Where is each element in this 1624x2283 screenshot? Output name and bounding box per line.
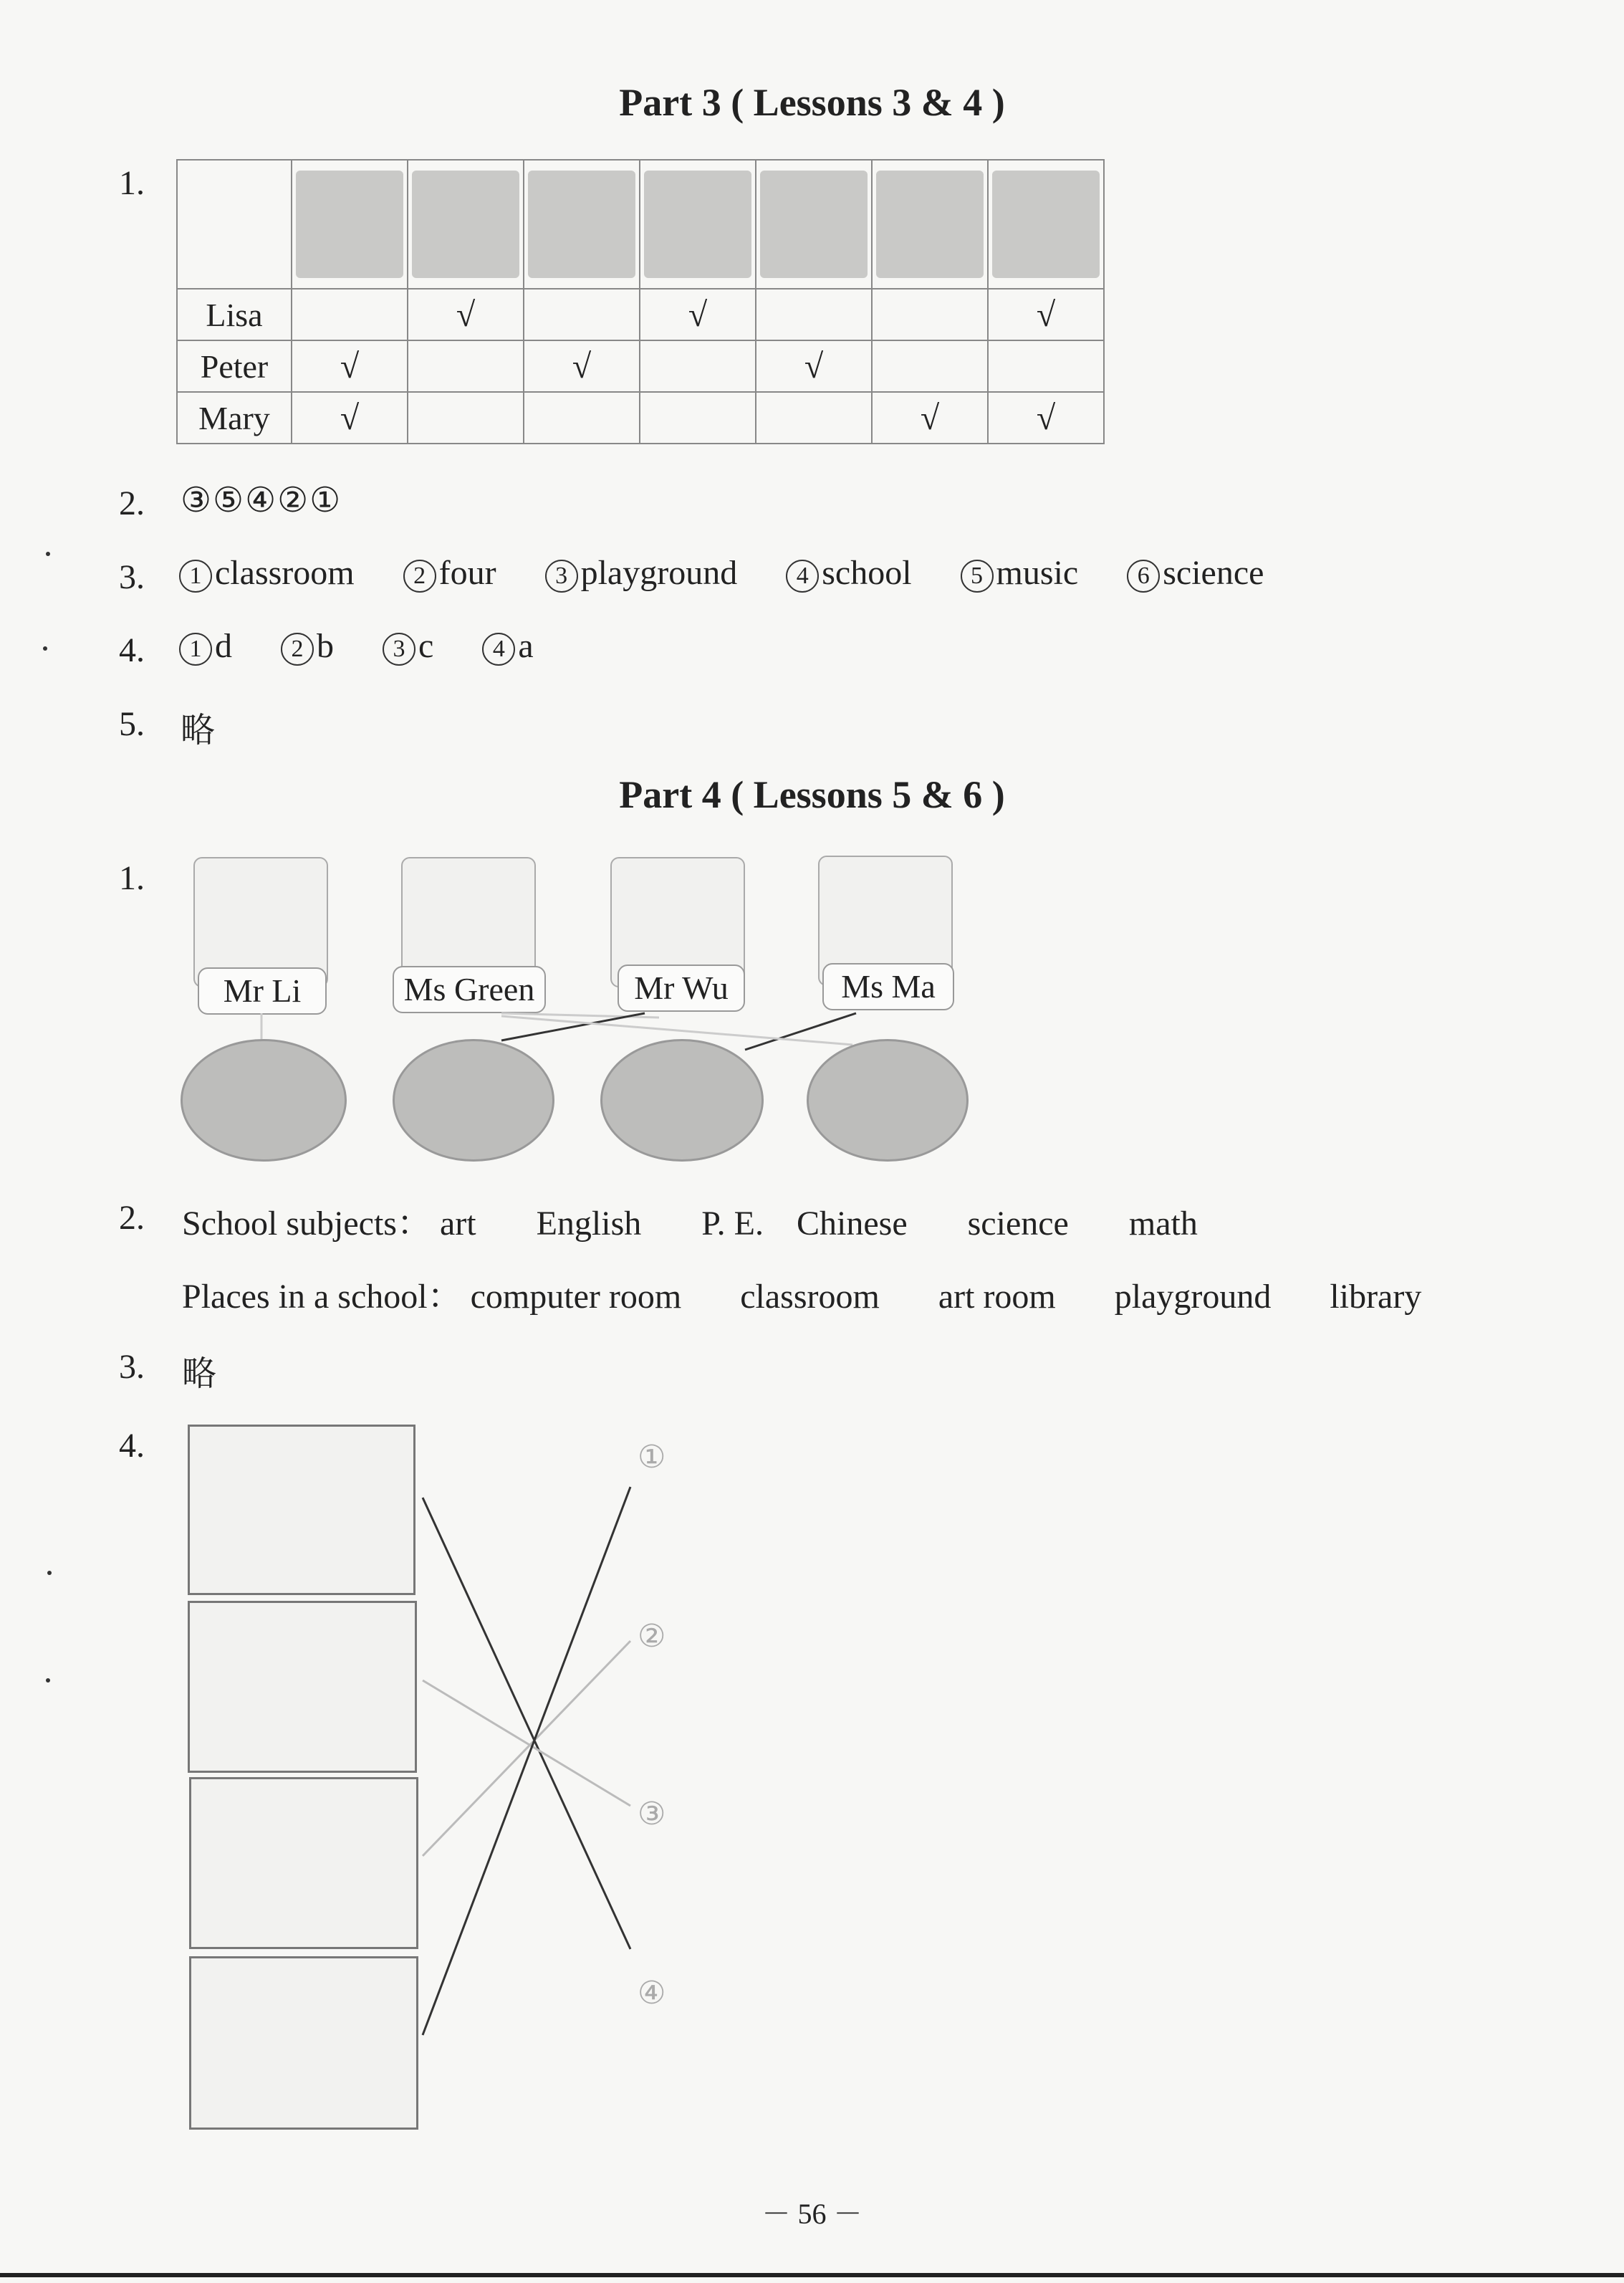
target-circle: ① xyxy=(638,1440,666,1475)
part3-q5-answer: 略 xyxy=(181,712,216,750)
answer-item: 4 school xyxy=(786,554,911,592)
teacher-label: Ms Green xyxy=(393,966,546,1013)
part4-q1-number: 1. xyxy=(119,859,145,897)
margin-dot xyxy=(47,1571,52,1575)
check-cell: √ xyxy=(640,289,756,340)
check-cell: √ xyxy=(756,340,872,392)
teacher-label: Mr Wu xyxy=(618,965,745,1012)
check-cell: √ xyxy=(292,340,408,392)
place: library xyxy=(1330,1278,1422,1316)
answer-item: 2 b xyxy=(281,627,334,665)
subject: science xyxy=(967,1205,1069,1243)
target-circle: ③ xyxy=(638,1796,666,1832)
check-cell: √ xyxy=(872,392,988,444)
margin-dot xyxy=(46,1678,50,1683)
subject: Chinese xyxy=(796,1205,908,1243)
bottom-rule xyxy=(0,2273,1624,2277)
check-cell: √ xyxy=(524,340,640,392)
subject: math xyxy=(1128,1205,1198,1243)
check-cell: √ xyxy=(292,392,408,444)
page-number: － 56 － xyxy=(761,2198,863,2230)
subject: P. E. xyxy=(701,1205,764,1243)
subject: English xyxy=(536,1205,642,1243)
answer-item: 3 playground xyxy=(545,554,738,592)
target-circle: ② xyxy=(638,1619,666,1654)
answer-item: 6 science xyxy=(1127,554,1264,592)
teacher-label: Ms Ma xyxy=(822,963,954,1010)
check-cell: √ xyxy=(988,289,1104,340)
answer-item: 4 a xyxy=(482,627,533,665)
places-label: Places in a school： xyxy=(182,1278,462,1316)
part4-q3-answer: 略 xyxy=(182,1355,217,1393)
answer-item: 2 four xyxy=(403,554,496,592)
answer-item: 5 music xyxy=(961,554,1079,592)
answer-item: 1 d xyxy=(179,627,232,665)
part3-q2-number: 2. xyxy=(119,484,145,522)
row-name: Peter xyxy=(177,340,292,392)
part4-title: Part 4 ( Lessons 5 & 6 ) xyxy=(619,773,1005,816)
check-cell: √ xyxy=(408,289,524,340)
subject: art xyxy=(439,1205,476,1243)
part4-q3-number: 3. xyxy=(119,1348,145,1386)
place: art room xyxy=(938,1278,1056,1316)
part3-q1-number: 1. xyxy=(119,164,145,202)
answer-item: 3 c xyxy=(383,627,433,665)
row-name: Lisa xyxy=(177,289,292,340)
part4-q4-number: 4. xyxy=(119,1427,145,1465)
part3-q3-number: 3. xyxy=(119,558,145,596)
target-circle: ④ xyxy=(638,1976,666,2011)
part3-q5-number: 5. xyxy=(119,705,145,743)
part3-title: Part 3 ( Lessons 3 & 4 ) xyxy=(619,81,1005,124)
part3-q2-answer: ③⑤④②① xyxy=(181,482,342,520)
part4-q2-number: 2. xyxy=(119,1199,145,1237)
row-name: Mary xyxy=(177,392,292,444)
teacher-label: Mr Li xyxy=(198,967,327,1015)
place: computer room xyxy=(470,1278,682,1316)
place: classroom xyxy=(740,1278,880,1316)
place: playground xyxy=(1114,1278,1272,1316)
margin-dot xyxy=(46,552,50,556)
answer-item: 1 classroom xyxy=(179,554,355,592)
subjects-label: School subjects： xyxy=(182,1205,431,1243)
margin-dot xyxy=(43,646,47,651)
part3-q4-number: 4. xyxy=(119,631,145,669)
check-cell: √ xyxy=(988,392,1104,444)
